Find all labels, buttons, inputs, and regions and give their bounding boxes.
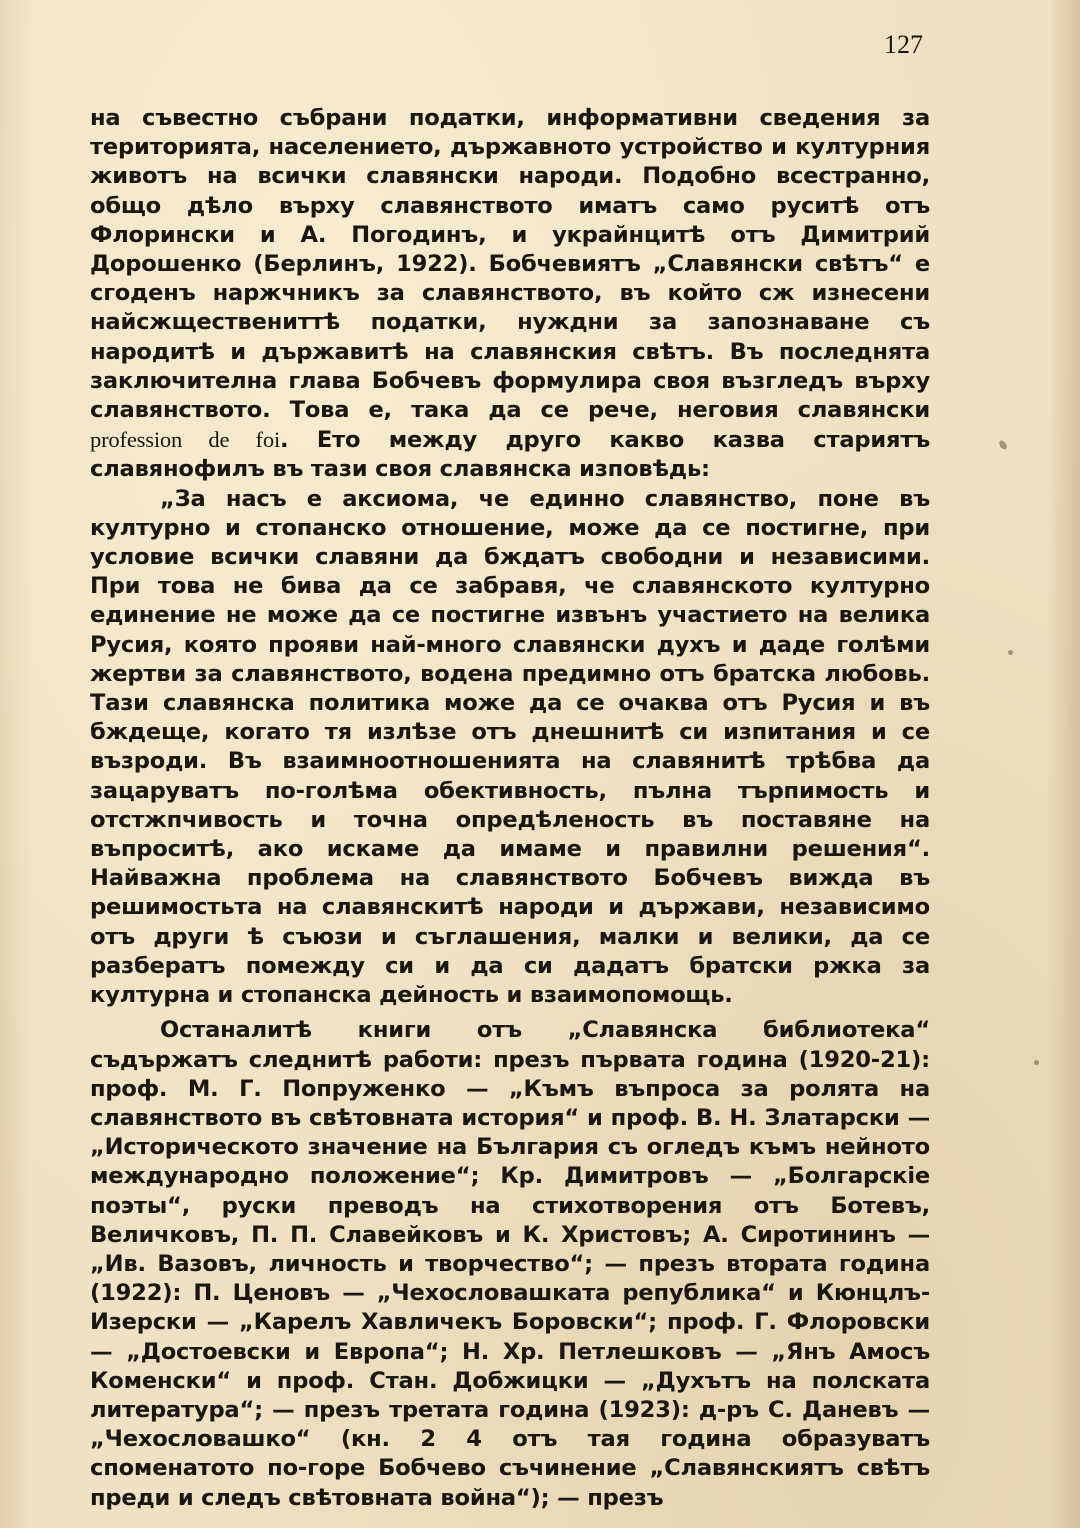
paragraph-1 — [90, 104, 930, 485]
body-text — [90, 104, 930, 1513]
paragraph-1-text: на съвестно събрани податки, информативни сведения за територията, населението, държавното устройство и културния животъ на всички славянски народи. Подобно всестранно, общо дѣло върху славянството иматъ само руситѣ отъ Флорински и А. Погодинъ, и украйнцитѣ отъ Димитрий Дорошенко (Берлинъ, 1922). Бобчевиятъ „Славянски свѣтъ“ е сгоденъ наржчникъ за славянството, въ който сж изнесени найсжществениттѣ податки, нуждни за запознаване съ народитѣ и държавитѣ на славянския свѣтъ. Въ последнята заключителна глава Бобчевъ формулира своя възгледъ върху славянството. Това е, така да се рече, неговия славянски — [90, 105, 930, 424]
foreign-phrase: profession de foi — [90, 427, 281, 453]
ink-speck — [1034, 1060, 1039, 1065]
paragraph-3: Останалитѣ книги отъ „Славянска библиотека“ съдържатъ следнитѣ работи: презъ първата година (1920-21): проф. М. Г. Попруженко — „Къмъ въпроса за ролята на славянството въ свѣтовната история“ и проф. В. Н. Златарски — „Историческото значение на България съ огледъ къмъ нейното международно положение“; Кр. Димитровъ — „Болгарскіе поэты“, руски преводъ на стихотворения отъ Ботевъ, Величковъ, П. П. Славейковъ и К. Христовъ; А. Сиротининъ — „Ив. Вазовъ, личность и творчество“; — презъ втората година (1922): П. Ценовъ — „Чехословашката република“ и Кюнцлъ-Изерски — „Карелъ Хавличекъ Боровски“; проф. Г. Флоровски — „Достоевски и Европа“; Н. Хр. Петлешковъ — „Янъ Амосъ Коменски“ и проф. Стан. Добжицки — „Духътъ на полската литература“; — презъ третата година (1923): д-ръ С. Даневъ — „Чехословашко“ (кн. 2 4 отъ тая година образуватъ споменатото по-горе Бобчево съчинение „Славянскиятъ свѣтъ преди и следъ свѣтовната война“); — презъ — [90, 1017, 930, 1511]
paragraph-1-text-end: . Ето между друго какво казва стариятъ славянофилъ въ тази своя славянска изповѣдь: — [90, 427, 931, 483]
quote-paragraph: „За насъ е аксиома, че единно славянство, поне въ културно и стопанско отношение, може да се постигне, при условие всички славяни да бждатъ свободни и независими. При това не бива да се забравя, че славянското културно единение не може да се постигне извънъ участието на велика Русия, която прояви най-много славянски духъ и даде голѣми жертви за славянството, водена предимно отъ братска любовь. Тази славянска политика може да се очаква отъ Русия и въ бждеще, когато тя излѣзе отъ днешнитѣ си изпитания и се възроди. Въ взаимноотношенията на славянитѣ трѣбва да зацаруватъ по-голѣма обективность, пълна търпимость и отстжпчивость и точна опредѣленость въ поставяне на въпроситѣ, ако искаме да имаме и правилни решения“. Найважна проблема на славянството Бобчевъ вижда въ решимостьта на славянскитѣ народи и държави, независимо отъ други ѣ съюзи и съглашения, малки и велики, да се разбератъ помежду си и да си дадатъ братски ржка за културна и стопанска дейность и взаимопомощь. — [90, 485, 930, 1009]
ink-speck — [1008, 650, 1013, 655]
ink-speck — [998, 439, 1009, 451]
page-number: 127 — [884, 30, 923, 59]
